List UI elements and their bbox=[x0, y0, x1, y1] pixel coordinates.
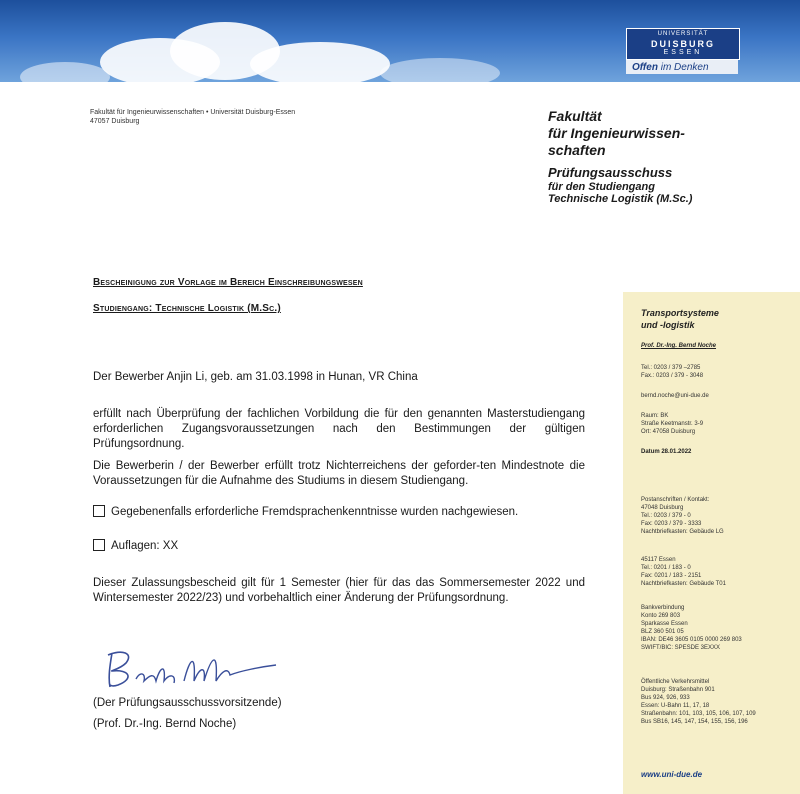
slogan-rest: im Denken bbox=[657, 62, 709, 73]
checkbox-label: Auflagen: XX bbox=[111, 540, 179, 552]
sidebar-text: Fax.: 0203 / 379 - 3048 bbox=[641, 373, 704, 379]
sidebar-professor: Prof. Dr.-Ing. Bernd Noche bbox=[641, 343, 717, 349]
signature-image bbox=[100, 645, 280, 693]
sidebar-text: Sparkasse Essen bbox=[641, 621, 688, 627]
cloud-shape bbox=[380, 58, 500, 82]
sidebar-bank-block bbox=[641, 604, 791, 652]
sidebar-text: Straßenbahn: 101, 103, 105, 106, 107, 109 bbox=[641, 711, 756, 717]
sidebar-text: Ort: 47058 Duisburg bbox=[641, 429, 696, 435]
sidebar-title bbox=[641, 307, 719, 331]
sidebar-text: Öffentliche Verkehrsmittel bbox=[641, 679, 710, 685]
checkbox-language bbox=[93, 505, 585, 520]
applicant-line: Der Bewerber Anjin Li, geb. am 31.03.1998 in Hunan, VR China bbox=[93, 371, 418, 383]
logo-sub-text: ESSEN bbox=[663, 49, 703, 56]
paragraph-validity: Dieser Zulassungsbescheid gilt für 1 Semester (hier für das das Sommersemester 2022 und Wintersemester 2022/23) und vorbehaltlich einer Änderung der Prüfungsordnung. bbox=[93, 577, 585, 604]
checkbox-label: Gegebenenfalls erforderliche Fremdsprachenkenntnisse wurden nachgewiesen. bbox=[111, 506, 519, 518]
sender-line: 47057 Duisburg bbox=[90, 118, 140, 125]
program-heading: Studiengang: Technische Logistik (M.Sc.) bbox=[93, 303, 281, 314]
sidebar-date: Datum 28.01.2022 bbox=[641, 449, 692, 455]
checkbox-icon bbox=[93, 539, 105, 551]
logo-small-text: UNIVERSITÄT bbox=[657, 31, 709, 37]
paragraph-exception: Die Bewerberin / der Bewerber erfüllt trotz Nichterreichens der geforder-ten Mindestnote die Voraussetzungen für die Aufnahme des Studiums in diesem Studiengang. bbox=[93, 460, 585, 487]
sidebar-text: 47048 Duisburg bbox=[641, 505, 684, 511]
program-line: für den Studiengang bbox=[548, 181, 655, 193]
sidebar-text: Raum: BK bbox=[641, 413, 669, 419]
sidebar-website-link[interactable]: www.uni-due.de bbox=[641, 770, 703, 779]
sidebar-text: Tel.: 0203 / 379 –2785 bbox=[641, 365, 701, 371]
logo-main-text: DUISBURG bbox=[650, 39, 715, 49]
signature-role: (Der Prüfungsausschussvorsitzende) bbox=[93, 697, 282, 709]
sidebar-post-block bbox=[641, 496, 791, 536]
sidebar-title-line: Transportsysteme bbox=[641, 308, 719, 318]
sidebar-text: Tel.: 0201 / 183 - 0 bbox=[641, 565, 691, 571]
faculty-name bbox=[548, 108, 788, 159]
sidebar-text: Konto 269 803 bbox=[641, 613, 681, 619]
sidebar-text: Nachtbriefkasten: Gebäude LG bbox=[641, 529, 724, 535]
signature-name: (Prof. Dr.-Ing. Bernd Noche) bbox=[93, 718, 237, 730]
sidebar-text: BLZ 360 501 05 bbox=[641, 629, 684, 635]
sender-address bbox=[90, 108, 450, 126]
sender-line: Fakultät für Ingenieurwissenschaften • Universität Duisburg-Essen bbox=[90, 109, 296, 116]
program-name bbox=[548, 181, 788, 205]
sidebar-text: Tel.: 0203 / 379 - 0 bbox=[641, 513, 691, 519]
sidebar-phone-block bbox=[641, 364, 791, 380]
sidebar-address-block bbox=[641, 412, 791, 436]
sidebar-text: Bus 924, 926, 933 bbox=[641, 695, 690, 701]
sidebar-text: Nachtbriefkasten: Gebäude T01 bbox=[641, 581, 726, 587]
sidebar-text: Fax: 0201 / 183 - 2151 bbox=[641, 573, 702, 579]
faculty-line: schaften bbox=[548, 142, 606, 158]
document-heading: Bescheinigung zur Vorlage im Bereich Einschreibungswesen bbox=[93, 277, 363, 288]
sidebar-transit-block bbox=[641, 678, 791, 726]
exam-board-title: Prüfungsausschuss bbox=[548, 165, 673, 180]
sidebar-email: bernd.noche@uni-due.de bbox=[641, 393, 709, 399]
sidebar-essen-block bbox=[641, 556, 791, 588]
slogan bbox=[632, 62, 709, 73]
faculty-line: für Ingenieurwissen- bbox=[548, 125, 685, 141]
sidebar-text: Bus SB16, 145, 147, 154, 155, 156, 196 bbox=[641, 719, 748, 725]
sidebar-text: Fax: 0203 / 379 - 3333 bbox=[641, 521, 702, 527]
slogan-emphasis: Offen bbox=[632, 62, 658, 73]
sidebar-text: Postanschriften / Kontakt: bbox=[641, 497, 710, 503]
university-logo bbox=[626, 28, 740, 60]
sidebar-text: Bankverbindung bbox=[641, 605, 685, 611]
cloud-shape bbox=[250, 42, 390, 82]
checkbox-icon bbox=[93, 505, 105, 517]
sidebar-title-line: und -logistik bbox=[641, 320, 695, 330]
sidebar-text: Duisburg: Straßenbahn 901 bbox=[641, 687, 715, 693]
sidebar-text: SWIFT/BIC: SPESDE 3EXXX bbox=[641, 645, 721, 651]
sidebar-text: IBAN: DE46 3605 0105 0000 269 803 bbox=[641, 637, 742, 643]
program-line: Technische Logistik (M.Sc.) bbox=[548, 193, 693, 205]
faculty-line: Fakultät bbox=[548, 108, 602, 124]
sidebar-text: Straße Keetmanstr. 3-9 bbox=[641, 421, 704, 427]
cloud-shape bbox=[20, 62, 110, 82]
paragraph-requirements: erfüllt nach Überprüfung der fachlichen Vorbildung die für den genannten Masterstudiengang erforderlichen Zugangsvoraussetzungen nach den Bestimmungen der gültigen Prüfungsordnung. bbox=[93, 408, 585, 450]
sidebar-text: Essen: U-Bahn 11, 17, 18 bbox=[641, 703, 710, 709]
sidebar-text: 45117 Essen bbox=[641, 557, 676, 563]
checkbox-conditions bbox=[93, 539, 585, 554]
